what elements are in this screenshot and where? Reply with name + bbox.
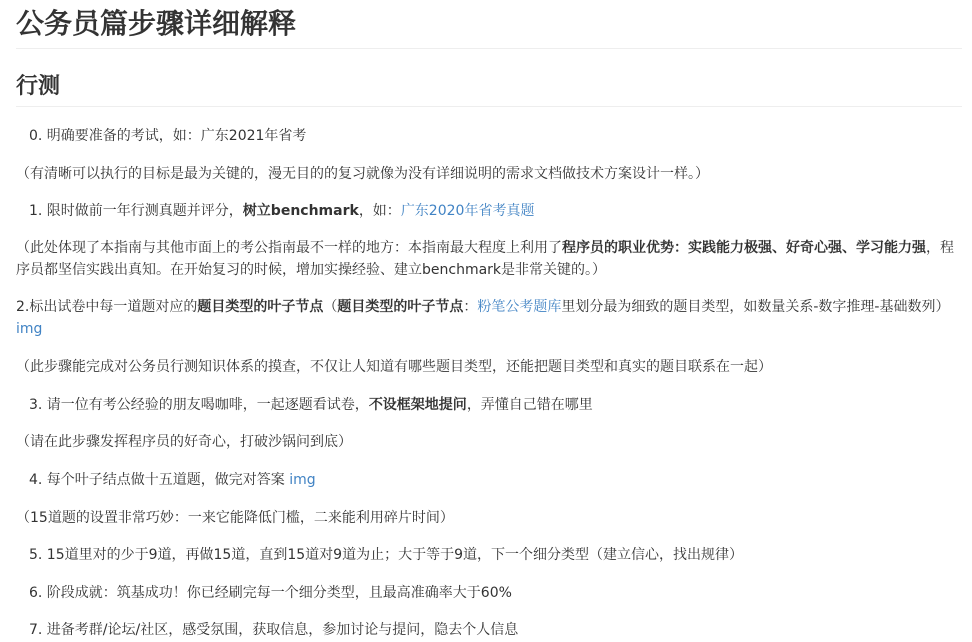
step-2-text: 2.标出试卷中每一道题对应的: [16, 299, 198, 315]
link-fenbi-question-bank[interactable]: 粉笔公考题库: [477, 299, 562, 315]
step-7: 7. 进备考群/论坛/社区，感受氛围，获取信息，参加讨论与提问，隐去个人信息: [29, 622, 519, 638]
step-2-text-d: 里划分最为细致的题目类型，如数量关系-数字推理-基础数列）: [561, 299, 950, 315]
step-2-bold-2: 题目类型的叶子节点: [337, 299, 464, 315]
step-0: 0. 明确要准备的考试，如：广东2021年省考: [29, 128, 307, 144]
page-title: 公务员篇步骤详细解释: [16, 0, 962, 49]
step-4: [29, 469, 962, 491]
step-1-note-text-b: ，程序员都坚信实践出真知。在开始复习的时候，增加实操经验、建立benchmark是非常关键的。）: [16, 240, 954, 278]
link-guangdong-2020[interactable]: 广东2020年省考真题: [400, 203, 535, 219]
step-4-note: （15道题的设置非常巧妙：一来它能降低门槛，二来能利用碎片时间）: [16, 510, 454, 526]
step-3-text-b: ，弄懂自己错在哪里: [466, 397, 593, 413]
step-2-text-b: （: [323, 299, 338, 315]
step-4-text: 4. 每个叶子结点做十五道题，做完对答案: [29, 472, 290, 488]
step-1-text: 1. 限时做前一年行测真题并评分，: [29, 203, 243, 219]
step-1-note: [16, 237, 962, 281]
step-3: [29, 394, 962, 416]
step-0-note: （有清晰可以执行的目标是最为关键的，漫无目的的复习就像为没有详细说明的需求文档做技术方案设计一样。）: [16, 166, 709, 182]
step-5: 5. 15道里对的少于9道，再做15道，直到15道对9道为止；大于等于9道，下一个细分类型（建立信心，找出规律）: [29, 547, 743, 563]
step-1-bold: 树立benchmark: [242, 203, 359, 219]
step-1-note-text: （此处体现了本指南与其他市面上的考公指南最不一样的地方：本指南最大程度上利用了: [16, 240, 562, 256]
step-1: [29, 200, 962, 222]
step-1-note-bold: 程序员的职业优势：实践能力极强、好奇心强、学习能力强: [562, 240, 926, 256]
step-4-img-link[interactable]: img: [289, 472, 316, 488]
step-2-note: （此步骤能完成对公务员行测知识体系的摸查，不仅让人知道有哪些题目类型，还能把题目类型和真实的题目联系在一起）: [16, 359, 772, 375]
step-2: [16, 296, 962, 340]
step-2-bold-1: 题目类型的叶子节点: [197, 299, 324, 315]
step-2-img-link[interactable]: img: [16, 321, 43, 337]
step-3-text: 3. 请一位有考公经验的朋友喝咖啡，一起逐题看试卷，: [29, 397, 369, 413]
step-6: 6. 阶段成就：筑基成功！你已经刷完每一个细分类型，且最高准确率大于60%: [29, 585, 512, 601]
document-page: [16, 0, 966, 638]
step-3-bold: 不设框架地提问: [368, 397, 467, 413]
step-3-note: （请在此步骤发挥程序员的好奇心，打破沙锅问到底）: [16, 434, 352, 450]
step-1-text-b: ，如：: [358, 203, 401, 219]
step-2-text-c: ：: [463, 299, 478, 315]
section-heading: 行测: [16, 74, 962, 107]
